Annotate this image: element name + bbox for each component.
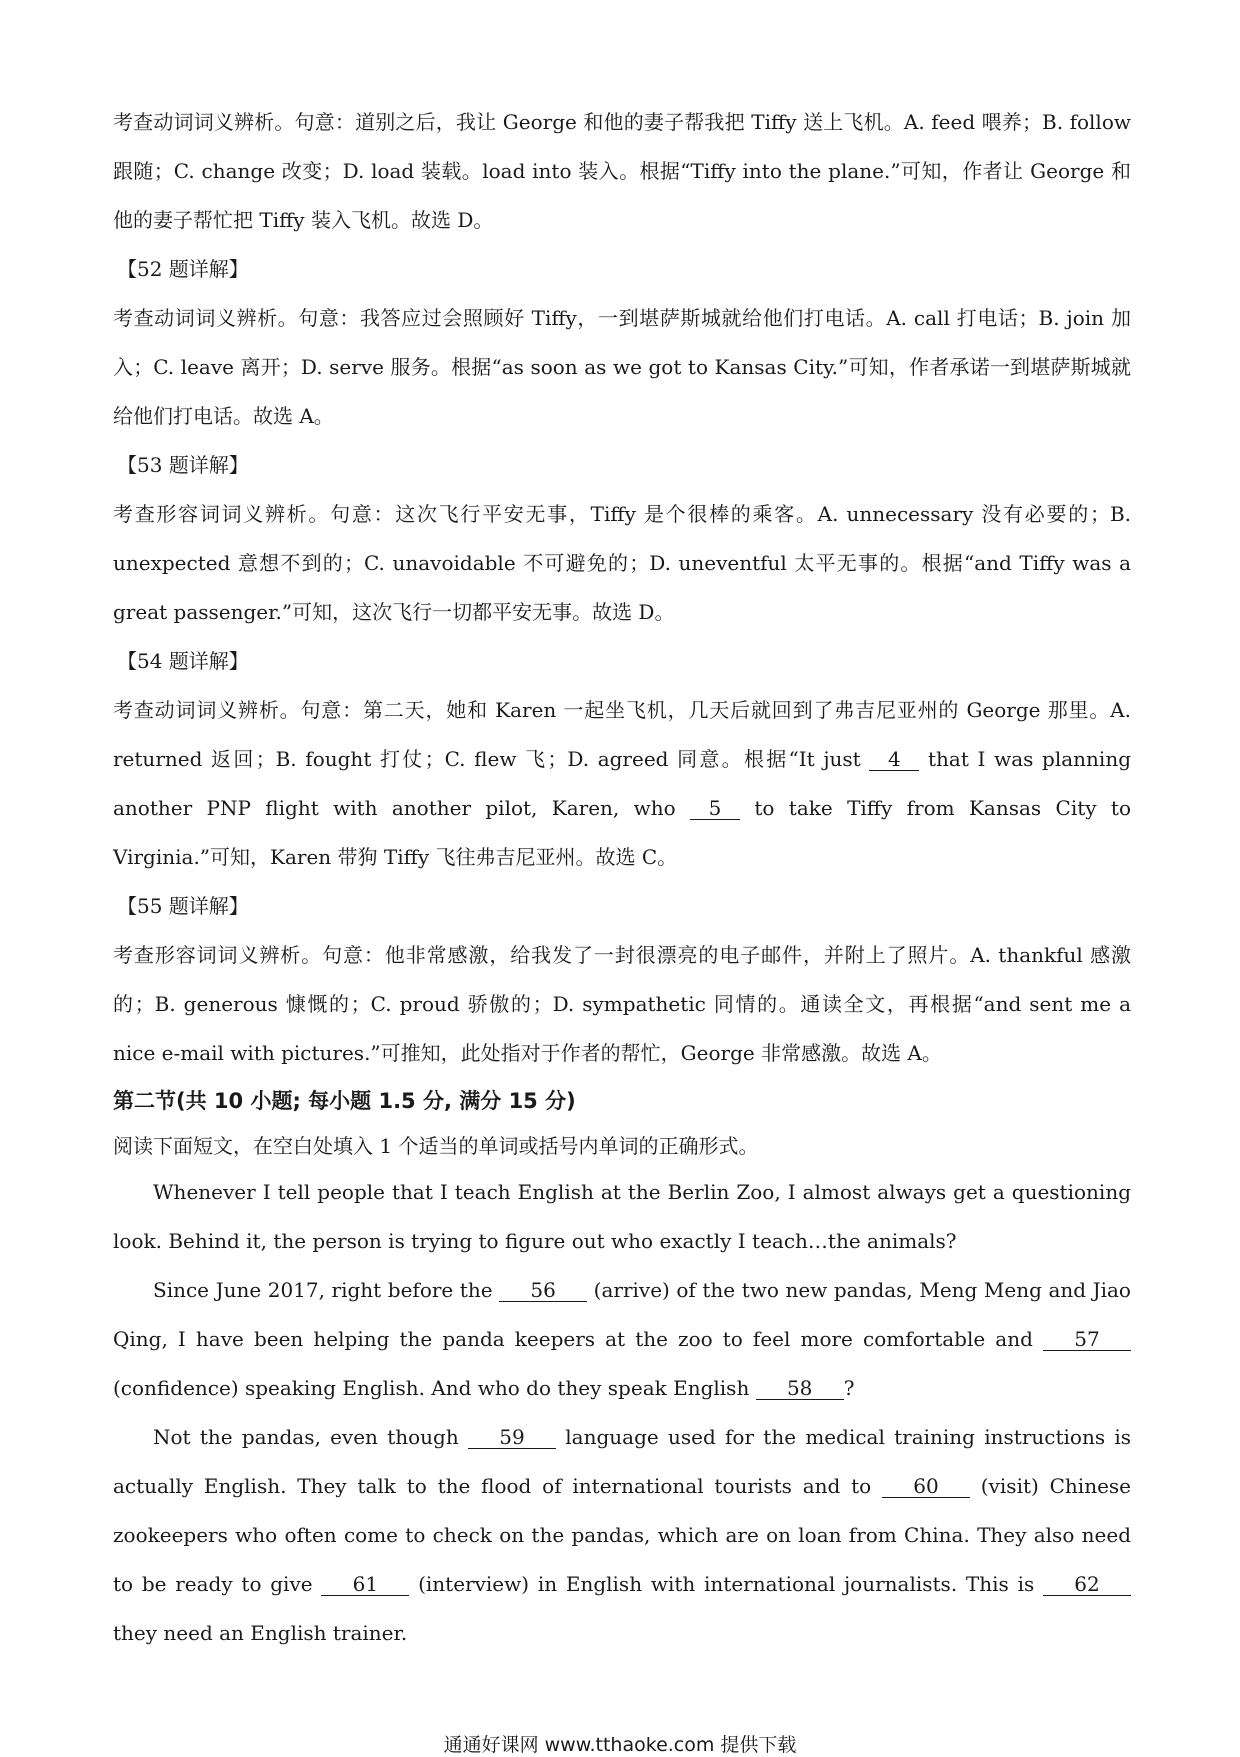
instruction-text: 阅读下面短文，在空白处填入 1 个适当的单词或括号内单词的正确形式。 [113,1134,759,1158]
explanation-54-text: 考查动词词义辨析。句意：第二天，她和 Karen 一起坐飞机，几天后就回到了弗吉尼亚州的 George 那里。A. returned 返回；B. fought 打仗；C. flew 飞；D. agreed 同意。根据“It just 4 that I was planning another PNP flight with another pilot, Karen, who 5 to take Tiffy from Kansas City to Virginia.”可知，Karen 带狗 Tiffy 飞往弗吉尼亚州。故选 C。 [113,698,1131,869]
explanation-51-text: 考查动词词义辨析。句意：道别之后，我让 George 和他的妻子帮我把 Tiffy 送上飞机。A. feed 喂养；B. follow 跟随；C. change 改变；D. load 装载。load into 装入。根据“Tiffy into the plane.”可知，作者让 George 和他的妻子帮忙把 Tiffy 装入飞机。故选 D。 [113,110,1131,232]
explanation-53-heading: 【53 题详解】 [117,453,249,477]
blank-5: 5 [690,797,740,820]
passage-paragraph-1: Whenever I tell people that I teach English at the Berlin Zoo, I almost always get a questioning look. Behind it, the person is trying to figure out who exactly I teach…the animals? [113,1180,1131,1253]
blank-56: 56 [499,1279,587,1302]
explanation-55-heading: 【55 题详解】 [117,894,249,918]
explanation-52-heading: 【52 题详解】 [117,257,249,281]
explanation-55-text: 考查形容词词义辨析。句意：他非常感激，给我发了一封很漂亮的电子邮件，并附上了照片。A. thankful 感激的；B. generous 慷慨的；C. proud 骄傲的；D. sympathetic 同情的。通读全文，再根据“and sent me a nice e-mail with pictures.”可推知，此处指对于作者的帮忙，George 非常感激。故选 A。 [113,943,1131,1065]
passage-paragraph-2: Since June 2017, right before the 56 (arrive) of the two new pandas, Meng Meng and Jiao Qing, I have been helping the panda keepers at the zoo to feel more comfortable and 57 (confidence) speaking English. And who do they speak English 58 ? [113,1278,1131,1400]
passage-paragraph-3: Not the pandas, even though 59 language used for the medical training instructions is actually English. They talk to the flood of international tourists and to 60 (visit) Chinese zookeepers who often come to check on the pandas, which are on loan from China. They also need to be ready to give 61 (interview) in English with international journalists. This is 62 they need an English trainer. [113,1425,1132,1645]
section-title: 第二节(共 10 小题; 每小题 1.5 分, 满分 15 分) [113,1089,576,1113]
blank-61: 61 [321,1573,409,1596]
blank-60: 60 [882,1475,970,1498]
blank-62: 62 [1043,1573,1131,1596]
explanation-53-text: 考查形容词词义辨析。句意：这次飞行平安无事，Tiffy 是个很棒的乘客。A. unnecessary 没有必要的；B. unexpected 意想不到的；C. unavoidable 不可避免的；D. uneventful 太平无事的。根据“and Tiffy was a great passenger.”可知，这次飞行一切都平安无事。故选 D。 [113,502,1131,624]
blank-58: 58 [756,1377,844,1400]
explanation-54-heading: 【54 题详解】 [117,649,249,673]
document-body [113,98,1131,1658]
blank-59: 59 [468,1426,556,1449]
explanation-52-text: 考查动词词义辨析。句意：我答应过会照顾好 Tiffy，一到堪萨斯城就给他们打电话。A. call 打电话；B. join 加入；C. leave 离开；D. serve 服务。根据“as soon as we got to Kansas City.”可知，作者承诺一到堪萨斯城就给他们打电话。故选 A。 [113,306,1131,428]
footer-source: 通通好课网 www.tthaoke.com 提供下载 [443,1734,797,1756]
blank-4: 4 [869,748,919,771]
blank-57: 57 [1043,1328,1131,1351]
